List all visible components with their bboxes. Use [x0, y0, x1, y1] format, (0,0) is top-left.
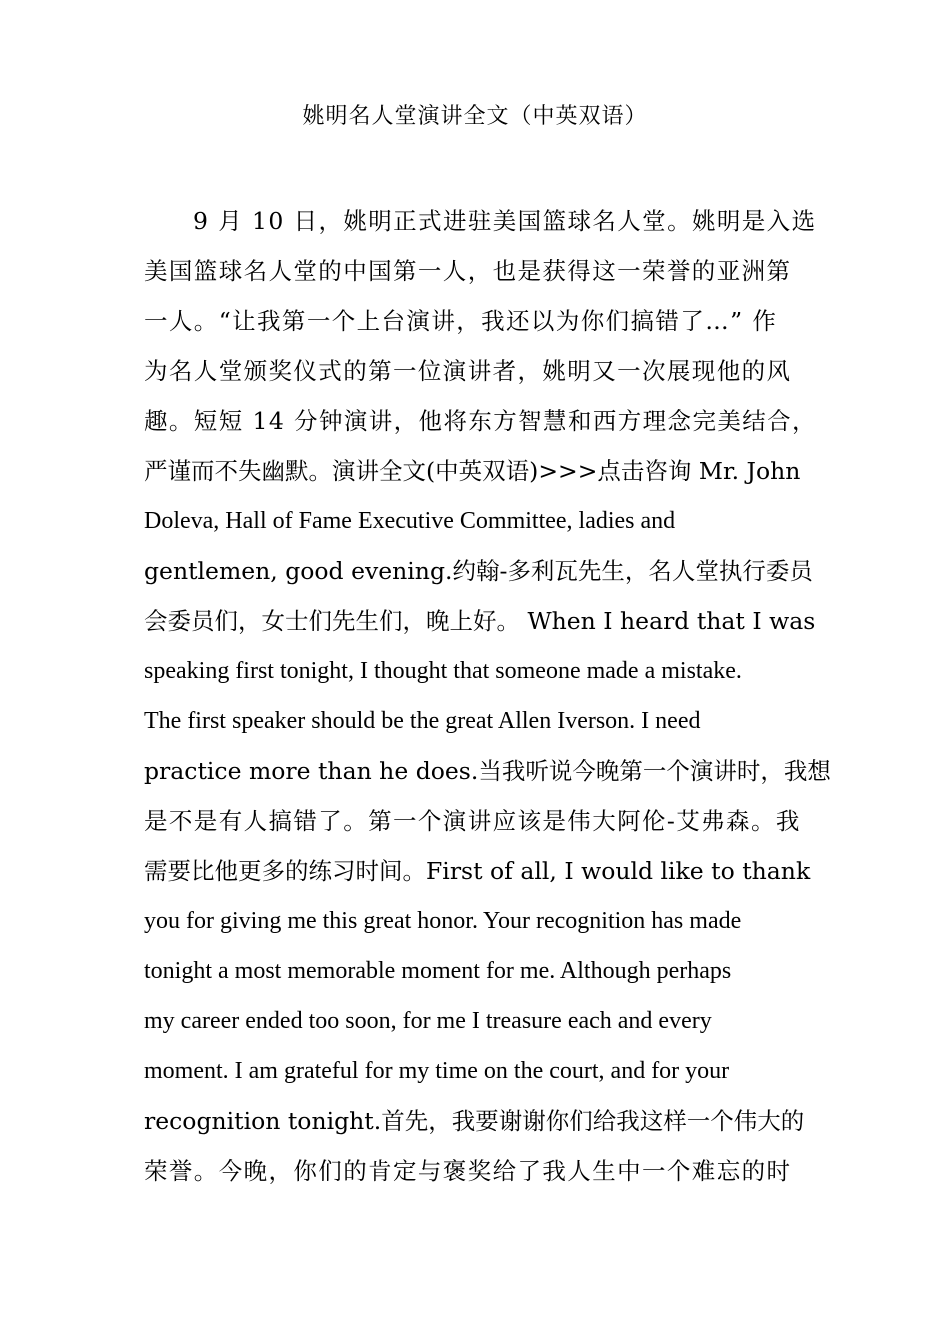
body-line: you for giving me this great honor. Your recognition has made — [144, 908, 742, 934]
body-line: 趣。短短 14 分钟演讲，他将东方智慧和西方理念完美结合， — [144, 407, 817, 435]
body-line: 为名人堂颁奖仪式的第一位演讲者，姚明又一次展现他的风 — [144, 357, 792, 385]
body-line: gentlemen, good evening.约翰-多利瓦先生，名人堂执行委员 — [144, 557, 813, 585]
document-body — [144, 196, 831, 1196]
document-title: 姚明名人堂演讲全文（中英双语） — [302, 104, 648, 129]
body-line: 严谨而不失幽默。演讲全文(中英双语)>>>点击咨询 Mr. John — [144, 457, 801, 485]
body-line: recognition tonight.首先，我要谢谢你们给我这样一个伟大的 — [144, 1107, 805, 1135]
body-line: 会委员们，女士们先生们，晚上好。 When I heard that I was — [144, 607, 816, 635]
body-line: 需要比他更多的练习时间。First of all, I would like to thank — [144, 857, 811, 885]
body-line: speaking first tonight, I thought that someone made a mistake. — [144, 658, 742, 684]
body-line: tonight a most memorable moment for me. Although perhaps — [144, 958, 732, 984]
body-line: moment. I am grateful for my time on the court, and for your — [144, 1058, 730, 1084]
body-line: 9 月 10 日，姚明正式进驻美国篮球名人堂。姚明是入选 — [193, 207, 817, 235]
body-line: practice more than he does.当我听说今晚第一个演讲时，我想 — [144, 757, 831, 785]
body-line: 荣誉。今晚，你们的肯定与褒奖给了我人生中一个难忘的时 — [144, 1157, 792, 1185]
body-line: 美国篮球名人堂的中国第一人，也是获得这一荣誉的亚洲第 — [144, 257, 792, 285]
body-line: 一人。“让我第一个上台演讲，我还以为你们搞错了…” 作 — [144, 307, 778, 335]
body-line: The first speaker should be the great Allen Iverson. I need — [144, 708, 701, 734]
body-line: Doleva, Hall of Fame Executive Committee, ladies and — [144, 508, 676, 534]
body-line: my career ended too soon, for me I treasure each and every — [144, 1008, 712, 1034]
body-line: 是不是有人搞错了。第一个演讲应该是伟大阿伦-艾弗森。我 — [144, 807, 801, 835]
